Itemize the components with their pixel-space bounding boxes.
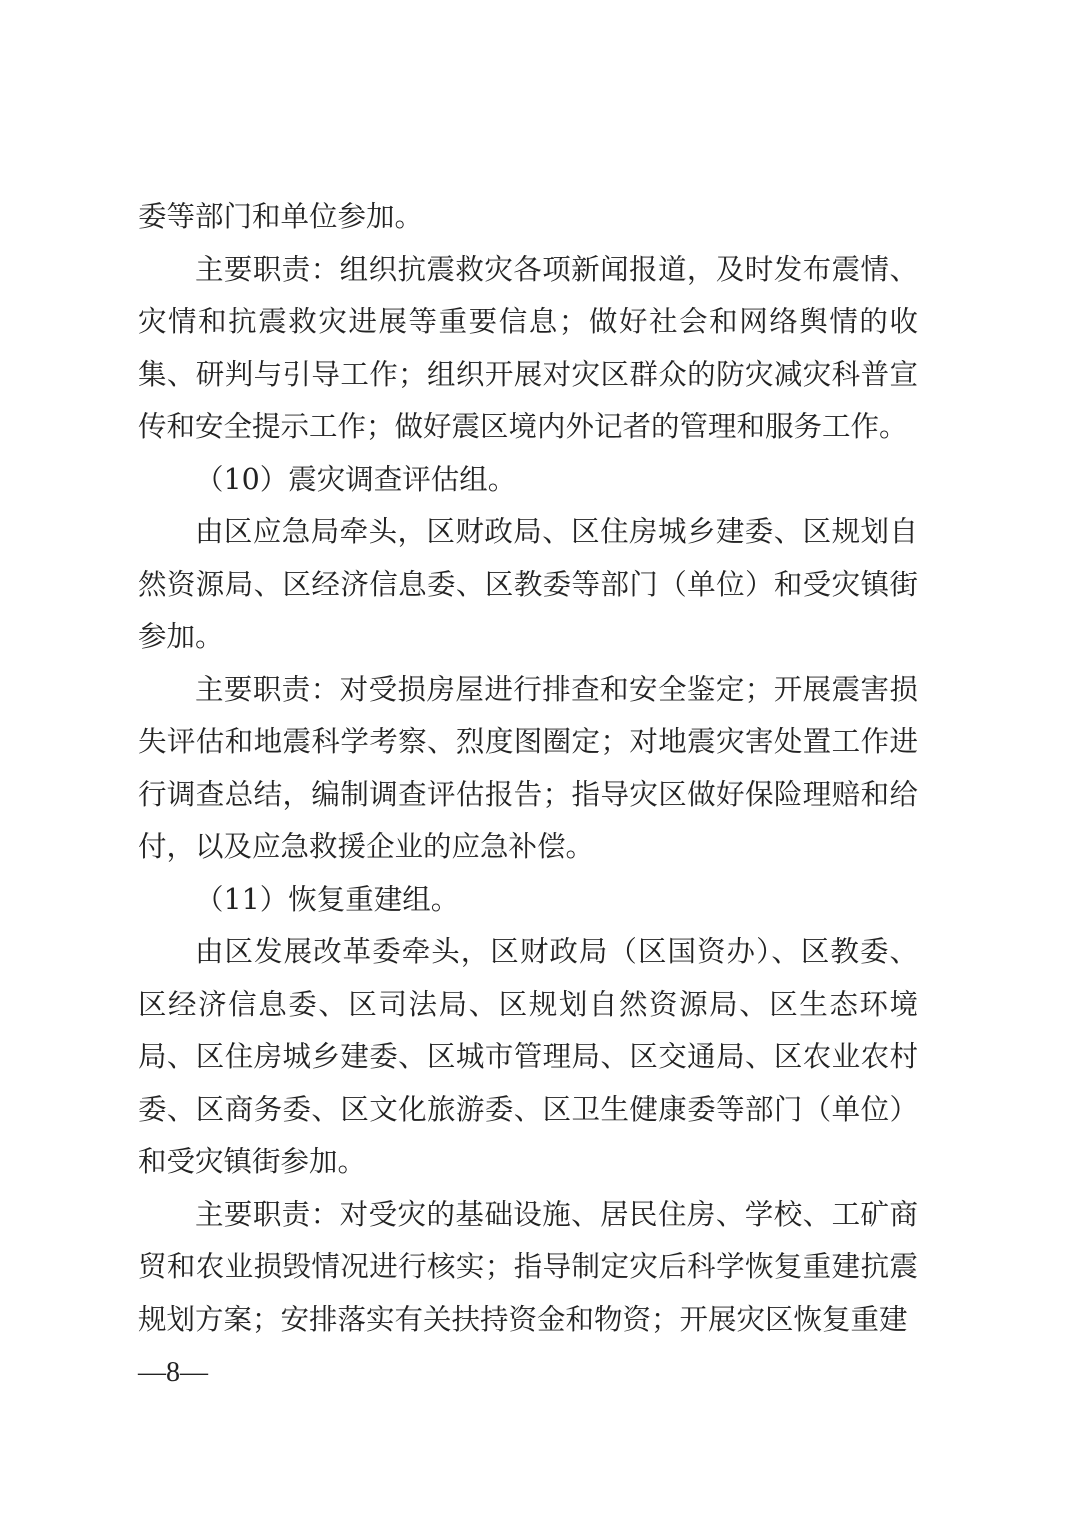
- paragraph: 主要职责：对受损房屋进行排查和安全鉴定；开展震害损失评估和地震科学考察、烈度图圈定；对地震灾害处置工作进行调查总结，编制调查评估报告；指导灾区做好保险理赔和给付，以及应急救援企业的应急补偿。: [138, 672, 918, 863]
- paragraph: 主要职责：对受灾的基础设施、居民住房、学校、工矿商贸和农业损毁情况进行核实；指导制定灾后科学恢复重建抗震规划方案；安排落实有关扶持资金和物资；开展灾区恢复重建: [138, 1197, 918, 1336]
- document-body: [138, 191, 918, 1346]
- paragraph: 由区应急局牵头，区财政局、区住房城乡建委、区规划自然资源局、区经济信息委、区教委等部门（单位）和受灾镇街参加。: [138, 515, 918, 653]
- section-heading: （11）恢复重建组。: [195, 882, 460, 916]
- section-heading: （10）震灾调查评估组。: [195, 462, 517, 496]
- paragraph: 由区发展改革委牵头，区财政局（区国资办）、区教委、区经济信息委、区司法局、区规划自然资源局、区生态环境局、区住房城乡建委、区城市管理局、区交通局、区农业农村委、区商务委、区文化旅游委、区卫生健康委等部门（单位）和受灾镇街参加。: [138, 935, 918, 1178]
- paragraph: 主要职责：组织抗震救灾各项新闻报道，及时发布震情、灾情和抗震救灾进展等重要信息；做好社会和网络舆情的收集、研判与引导工作；组织开展对灾区群众的防灾减灾科普宣传和安全提示工作；做好震区境内外记者的管理和服务工作。: [138, 252, 918, 443]
- page-number: —8—: [138, 1357, 208, 1388]
- paragraph: 委等部门和单位参加。: [138, 200, 424, 233]
